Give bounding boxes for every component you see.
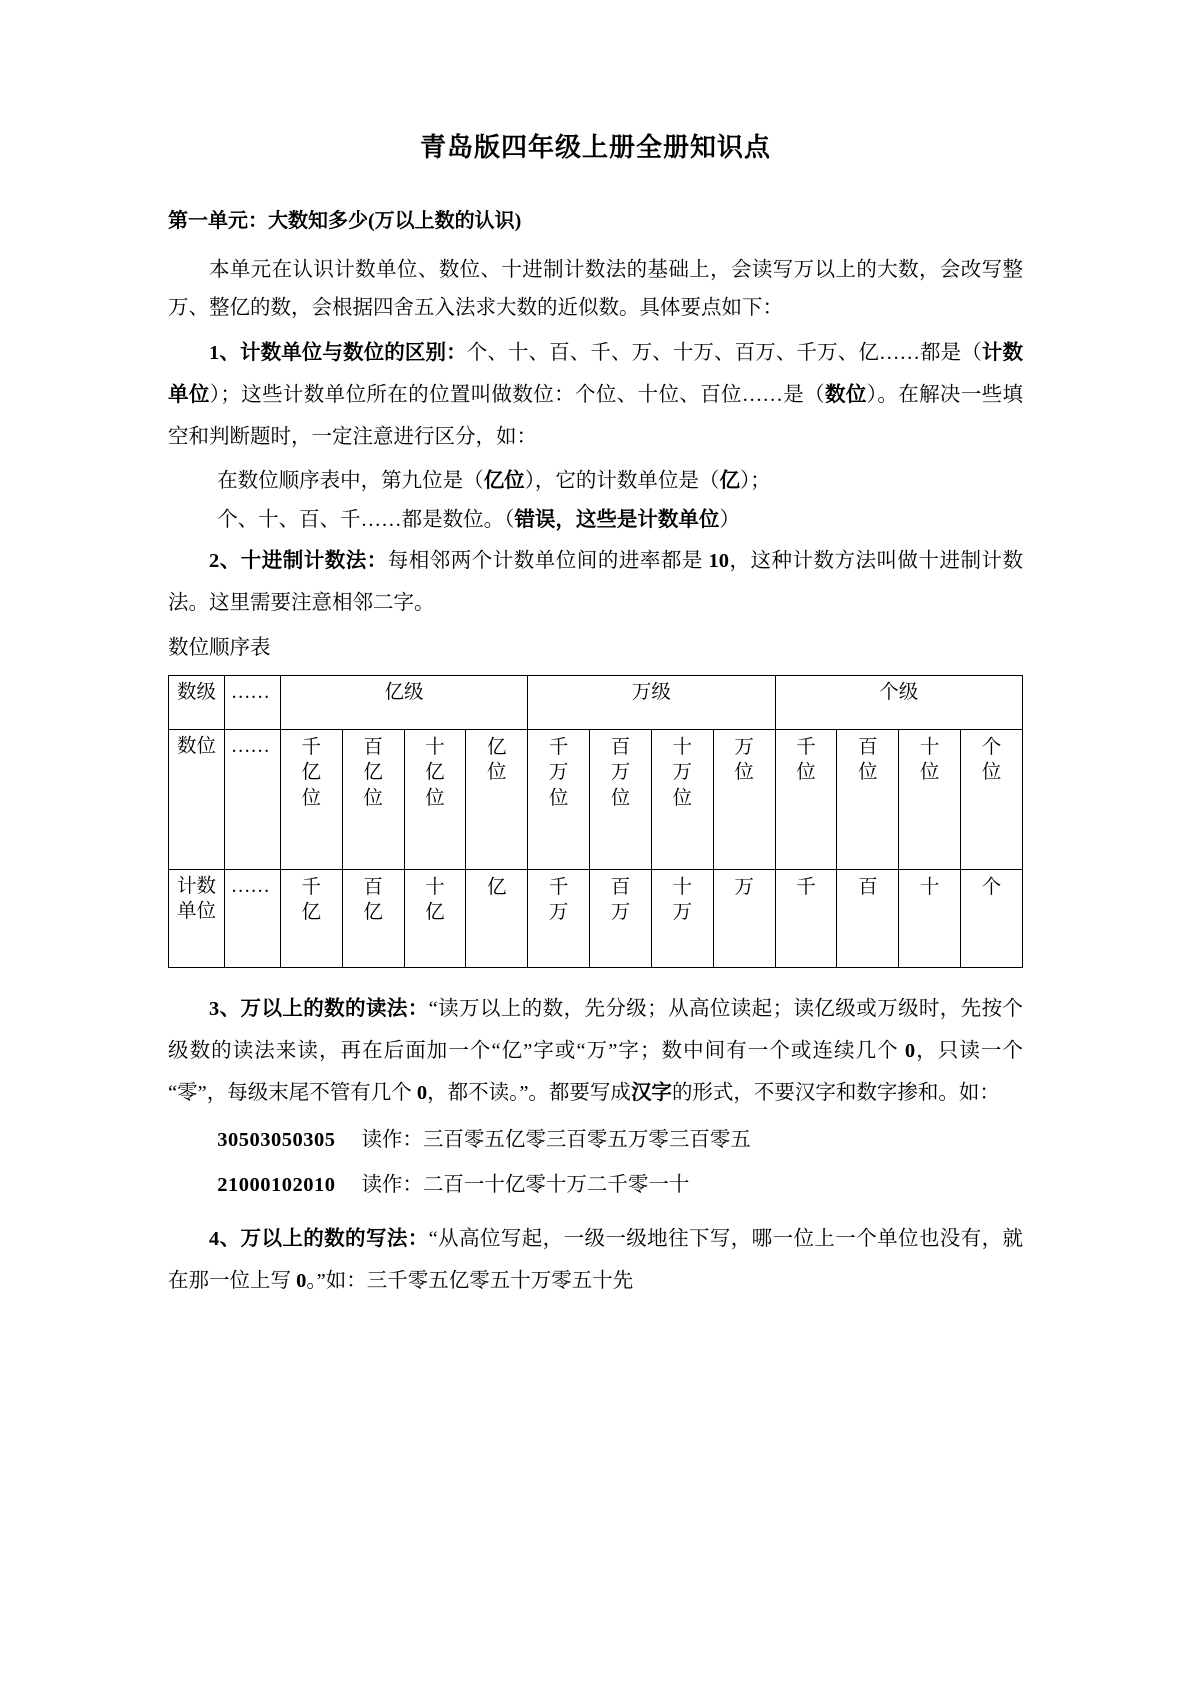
- place-cell-7: [713, 730, 775, 870]
- stacked-unit-6: [654, 875, 711, 926]
- section-4-paragraph: [168, 1218, 1023, 1302]
- example-1-mid: ），它的计数单位是（: [524, 470, 720, 493]
- char: 位: [919, 762, 940, 784]
- stacked-chars-6: [654, 735, 711, 811]
- place-cell-11: [961, 730, 1023, 870]
- section-2-text-pre: 每相邻两个计数单位间的进率都是: [387, 550, 709, 573]
- place-cell-0: [280, 730, 342, 870]
- section-1-text-1: 个、十、百、千、万、十万、百万、千万、亿……都是（: [466, 342, 982, 365]
- example-1-post: ）；: [739, 470, 771, 493]
- char: 万: [672, 762, 693, 784]
- char: 万: [734, 877, 754, 899]
- section-4-label: 4、万以上的数的写法：: [209, 1228, 429, 1251]
- section-3-bold-hanzi: 汉字: [630, 1082, 672, 1105]
- level-header-yi: 亿级: [280, 676, 527, 730]
- unit-cell-1: [342, 870, 404, 968]
- dots-cell-level: ……: [224, 676, 280, 730]
- table-row: [169, 870, 1023, 968]
- section-1-example-line-1: [168, 462, 1023, 501]
- stacked-chars-2: [407, 735, 464, 811]
- char: 位: [610, 787, 631, 809]
- char: 千: [796, 737, 816, 759]
- unit-cell-0: [280, 870, 342, 968]
- char: 万: [672, 902, 693, 924]
- char: 亿: [425, 762, 445, 784]
- stacked-chars-3: [468, 735, 525, 786]
- char: 千: [548, 877, 569, 899]
- unit-cell-10: [899, 870, 961, 968]
- row-label-level: 数级: [169, 676, 225, 730]
- place-cell-8: [775, 730, 837, 870]
- stacked-unit-1: [345, 875, 402, 926]
- unit-cell-2: [404, 870, 466, 968]
- example-number-2: 21000102010: [217, 1174, 336, 1197]
- level-header-wan: 万级: [528, 676, 775, 730]
- unit-cell-7: [713, 870, 775, 968]
- char: 位: [734, 762, 754, 784]
- char: 亿: [487, 737, 507, 759]
- example-1-pre: 在数位顺序表中，第九位是（: [217, 470, 484, 493]
- unit-cell-3: [466, 870, 528, 968]
- example-2-post: ）: [719, 509, 740, 532]
- char: 百: [858, 737, 878, 759]
- char: 亿: [425, 902, 445, 924]
- example-number-1: 30503050305: [217, 1129, 336, 1152]
- char: 千: [301, 737, 321, 759]
- char: 亿: [487, 877, 507, 899]
- section-3-label: 3、万以上的数的读法：: [209, 998, 429, 1021]
- example-1-bold-2: 亿: [719, 470, 740, 493]
- stacked-unit-9: [839, 875, 896, 900]
- example-1-bold-1: 亿位: [483, 470, 525, 493]
- char: 个: [981, 737, 1002, 759]
- example-2-bold: 错误，这些是计数单位: [514, 509, 720, 532]
- stacked-unit-3: [468, 875, 525, 900]
- example-reading-2: 二百一十亿零十万二千零一十: [422, 1174, 690, 1197]
- place-cell-5: [590, 730, 652, 870]
- example-reading-1: 三百零五亿零三百零五万零三百零五: [422, 1129, 751, 1152]
- section-4-trailing: 先: [612, 1270, 634, 1293]
- dots-cell-unit: ……: [224, 870, 280, 968]
- char: 十: [672, 877, 693, 899]
- section-1-bold-2: 数位: [825, 384, 867, 407]
- table-caption: 数位顺序表: [168, 637, 271, 660]
- char: 百: [363, 877, 383, 899]
- stacked-chars-7: [716, 735, 773, 786]
- char: 位: [301, 787, 321, 809]
- char: 万: [734, 737, 754, 759]
- section-3-text-pre: “读万以上的数，先分级；从高位读起；读亿级或万级时，先按个级数的读法来读，再在后面加一个“亿”字或“万”字；数中间有一个或连续几个: [168, 998, 1023, 1063]
- char: 百: [610, 737, 631, 759]
- place-cell-6: [651, 730, 713, 870]
- section-3-paragraph: [168, 988, 1023, 1114]
- section-2-paragraph: [168, 540, 1023, 624]
- spacer: [168, 1208, 1023, 1218]
- char: 百: [858, 877, 878, 899]
- char: 十: [425, 737, 445, 759]
- stacked-unit-2: [407, 875, 464, 926]
- row-label-place: 数位: [169, 730, 225, 870]
- example-label-1: 读作：: [361, 1129, 423, 1152]
- place-cell-3: [466, 730, 528, 870]
- char: 百: [363, 737, 383, 759]
- char: 万: [548, 902, 569, 924]
- stacked-unit-4: [530, 875, 587, 926]
- section-3-text-mid: ，只读一个“零”，每级末尾不管有几个: [168, 1040, 1023, 1105]
- char: 亿: [363, 902, 383, 924]
- section-1-bold-1: 计数单位: [168, 342, 1024, 407]
- unit-cell-6: [651, 870, 713, 968]
- place-cell-4: [528, 730, 590, 870]
- table-row: [169, 730, 1023, 870]
- section-1-paragraph: [168, 332, 1023, 458]
- examples-list: [168, 1118, 1023, 1208]
- char: 百: [610, 877, 631, 899]
- char: 万: [610, 902, 631, 924]
- digit-order-table: [168, 675, 1023, 968]
- unit-cell-4: [528, 870, 590, 968]
- char: 千: [548, 737, 569, 759]
- stacked-chars-10: [901, 735, 958, 786]
- stacked-chars-0: [283, 735, 340, 811]
- stacked-chars-8: [778, 735, 835, 786]
- section-3-zero-1: 0: [904, 1040, 916, 1063]
- char: 位: [548, 787, 569, 809]
- stacked-chars-5: [592, 735, 649, 811]
- char: 位: [981, 762, 1002, 784]
- stacked-chars-11: [963, 735, 1020, 786]
- char: 十: [919, 737, 940, 759]
- dots-cell-place: ……: [224, 730, 280, 870]
- page-title: 青岛版四年级上册全册知识点: [419, 133, 771, 162]
- section-2-text-post: ，这种计数方法叫做十进制计数法。这里需要注意相邻二字。: [168, 550, 1024, 615]
- table-row: [169, 676, 1023, 730]
- example-row-1: [168, 1118, 1023, 1163]
- section-1-text-2: ）；这些计数单位所在的位置叫做数位：个位、十位、百位……是（: [209, 384, 825, 407]
- char: 位: [425, 787, 445, 809]
- place-cell-2: [404, 730, 466, 870]
- example-2-pre: 个、十、百、千……都是数位。（: [217, 509, 515, 532]
- section-2-label: 2、十进制计数法：: [209, 550, 388, 573]
- char: 万: [610, 762, 631, 784]
- char: 位: [796, 762, 816, 784]
- stacked-chars-1: [345, 735, 402, 811]
- char: 万: [548, 762, 569, 784]
- place-cell-9: [837, 730, 899, 870]
- section-3-zero-2: 0: [416, 1082, 428, 1105]
- example-row-2: [168, 1163, 1023, 1208]
- place-cell-1: [342, 730, 404, 870]
- section-4-text-post: 。”如：三千零五亿零五十万零五十: [306, 1270, 613, 1293]
- place-cell-10: [899, 730, 961, 870]
- stacked-unit-7: [716, 875, 773, 900]
- section-1-label: 1、计数单位与数位的区别：: [209, 342, 467, 365]
- char: 十: [919, 877, 940, 899]
- section-1-example-line-2: [168, 501, 1023, 540]
- row-label-unit: 计数单位: [169, 870, 225, 968]
- section-2-number: 10: [708, 550, 729, 573]
- char: 十: [425, 877, 445, 899]
- stacked-chars-4: [530, 735, 587, 811]
- char: 个: [981, 877, 1002, 899]
- char: 亿: [301, 762, 321, 784]
- char: 千: [301, 877, 321, 899]
- char: 位: [363, 787, 383, 809]
- stacked-unit-11: [963, 875, 1020, 900]
- unit-heading: 第一单元：大数知多少(万以上数的认识): [168, 210, 522, 233]
- char: 位: [858, 762, 878, 784]
- stacked-chars-9: [839, 735, 896, 786]
- char: 位: [672, 787, 693, 809]
- section-1-text-3: ）。在解决一些填空和判断题时，一定注意进行区分，如：: [168, 384, 1024, 449]
- unit-cell-11: [961, 870, 1023, 968]
- stacked-unit-0: [283, 875, 340, 926]
- unit-cell-9: [837, 870, 899, 968]
- char: 十: [672, 737, 693, 759]
- stacked-unit-5: [592, 875, 649, 926]
- section-4-zero: 0: [296, 1270, 307, 1293]
- stacked-unit-10: [901, 875, 958, 900]
- section-3-text-post-2: 的形式，不要汉字和数字掺和。如：: [671, 1082, 1000, 1105]
- section-3-text-post-1: ，都不读。”。都要写成: [427, 1082, 631, 1105]
- stacked-unit-8: [778, 875, 835, 900]
- unit-cell-8: [775, 870, 837, 968]
- section-4-text-pre: “从高位写起，一级一级地往下写，哪一位上一个单位也没有，就在那一位上写: [168, 1228, 1023, 1293]
- intro-paragraph: 本单元在认识计数单位、数位、十进制计数法的基础上，会读写万以上的大数，会改写整万、整亿的数，会根据四舍五入法求大数的近似数。具体要点如下：: [168, 259, 1023, 320]
- char: 亿: [301, 902, 321, 924]
- char: 亿: [363, 762, 383, 784]
- unit-cell-5: [590, 870, 652, 968]
- char: 位: [487, 762, 507, 784]
- level-header-ge: 个级: [775, 676, 1022, 730]
- char: 千: [796, 877, 816, 899]
- example-label-2: 读作：: [361, 1174, 423, 1197]
